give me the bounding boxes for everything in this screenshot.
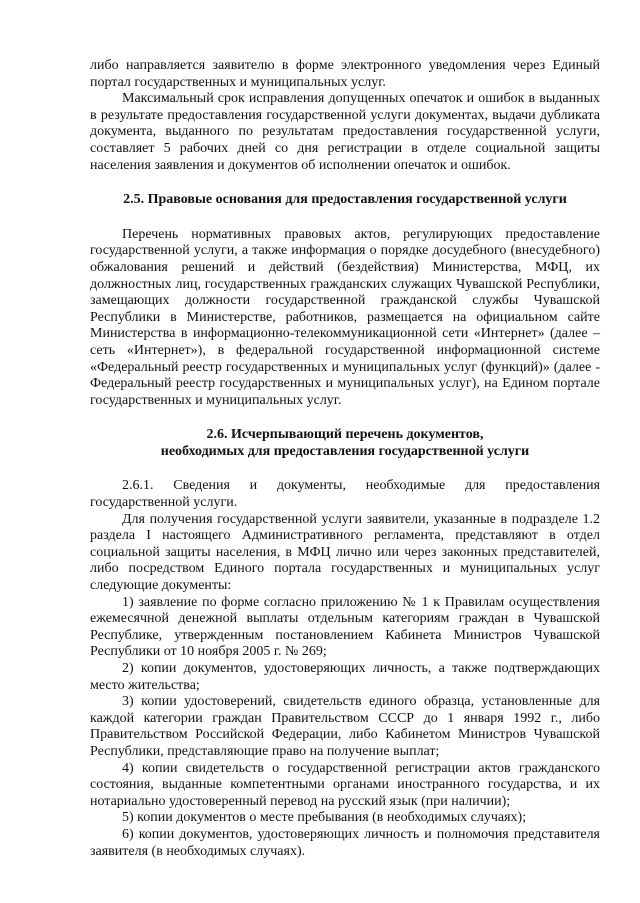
list-item: 3) копии удостоверений, свидетельств единого образца, установленные для каждой категории граждан Правительством СССР до 1 января 1992 г., либо Правительством Российской Федерации, либо Кабинетом Министров Чувашской Республики, представляющие право на получение выплат; xyxy=(90,694,600,759)
section-2-5-heading: 2.5. Правовые основания для предоставления государственной услуги xyxy=(123,192,567,208)
list-item: 2) копии документов, удостоверяющих личность, а также подтверждающих место жительства; xyxy=(90,661,600,693)
list-item: 4) копии свидетельств о государственной регистрации актов гражданского состояния, выданные компетентными органами иностранного государства, и их нотариально удостоверенный перевод на русский язык (при наличии); xyxy=(90,760,600,809)
paragraph-portal-notification: либо направляется заявителю в форме электронного уведомления через Единый портал государственных и муниципальных услуг. xyxy=(90,58,600,90)
list-item: 1) заявление по форме согласно приложению № 1 к Правилам осуществления ежемесячной денежной выплаты отдельным категориям граждан в Чувашской Республике, утвержденным постановлением Кабинета Министров Чувашской Республики от 10 ноября 2005 г. № 269; xyxy=(90,594,600,660)
document-page xyxy=(90,58,600,860)
section-2-6-heading-line2: необходимых для предоставления государственной услуги xyxy=(160,443,530,459)
section-2-6-1-paragraph: 2.6.1. Сведения и документы, необходимые для предоставления государственной услуги. xyxy=(90,478,600,511)
section-2-6-heading-line1: 2.6. Исчерпывающий перечень документов, xyxy=(206,427,484,443)
list-item: 5) копии документов о месте пребывания (в необходимых случаях); xyxy=(122,810,527,826)
list-item: 6) копии документов, удостоверяющих личность и полномочия представителя заявителя (в необходимых случаях). xyxy=(90,826,600,859)
section-2-6-intro-paragraph: Для получения государственной услуги заявители, указанные в подразделе 1.2 раздела I настоящего Административного регламента, представляют в отдел социальной защиты населения, в МФЦ лично или через законных представителей, либо посредством Единого портала государственных и муниципальных услуг следующие документы: xyxy=(90,511,600,594)
paragraph-correction-deadline: Максимальный срок исправления допущенных опечаток и ошибок в выданных в результате предоставления государственной услуги документах, выдачи дубликата документа, выданного по результатам предоставления государственной услуги, составляет 5 рабочих дней со дня регистрации в отделе социальной защиты населения заявления и документов об исполнении опечаток и ошибок. xyxy=(90,91,600,173)
section-2-5-body: Перечень нормативных правовых актов, регулирующих предоставление государственной услуги, а также информация о порядке досудебного (внесудебного) обжалования решений и действий (бездействия) Министерства, МФЦ, их должностных лиц, государственных гражданских служащих Чувашской Республики, замещающих должности государственной гражданской службы Чувашской Республики в Министерстве, работников, размещается на официальном сайте Министерства в информационно-телекоммуникационной сети «Интернет» (далее – сеть «Интернет»), в федеральной государственной информационной системе «Федеральный реестр государственных и муниципальных услуг (функций)» (далее - Федеральный реестр государственных и муниципальных услуг), на Едином портале государственных и муниципальных услуг. xyxy=(90,226,600,408)
section-2-6-heading xyxy=(90,427,600,460)
